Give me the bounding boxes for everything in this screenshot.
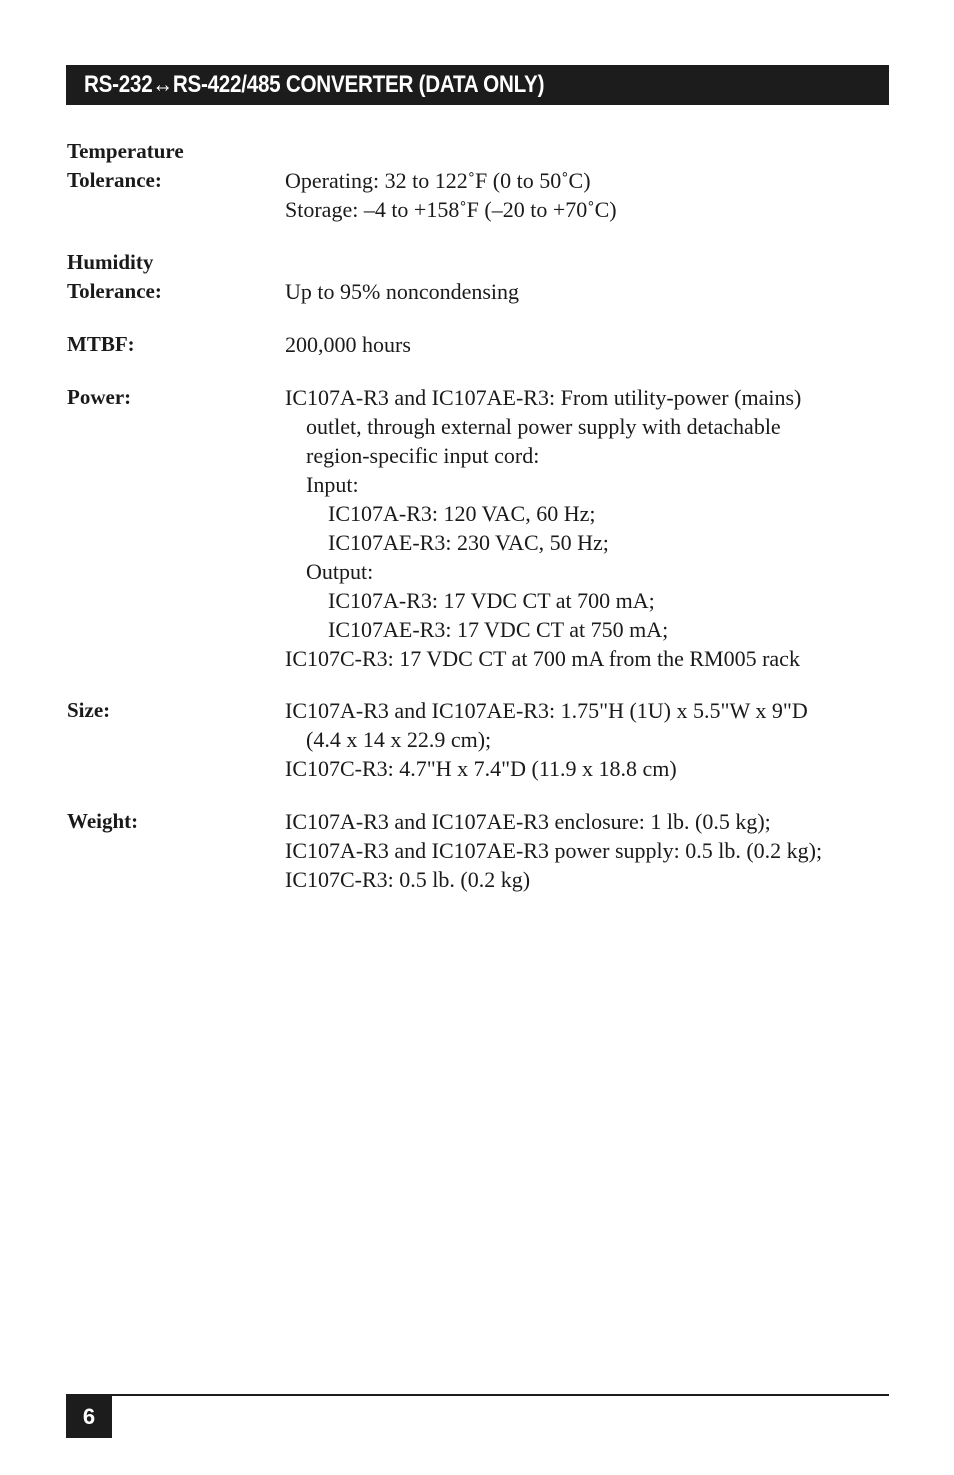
spec-label-humidity-line1: Humidity (67, 250, 154, 274)
spec-line: IC107A-R3 and IC107AE-R3 power supply: 0.5 lb. (0.2 kg); (285, 838, 823, 863)
spec-line: IC107A-R3 and IC107AE-R3 enclosure: 1 lb. (0.5 kg); (285, 809, 771, 834)
spec-line: IC107AE-R3: 230 VAC, 50 Hz; (328, 530, 609, 555)
spec-line: Input: (306, 472, 359, 497)
spec-line: region-specific input cord: (306, 443, 540, 468)
page-title: RS-232↔RS-422/485 CONVERTER (DATA ONLY) (84, 71, 545, 98)
page-number-box (66, 1396, 112, 1438)
spec-value-weight (285, 807, 822, 894)
footer-divider (66, 1394, 889, 1396)
spec-line: IC107C-R3: 17 VDC CT at 700 mA from the RM005 rack (285, 646, 800, 671)
page-number: 6 (82, 1404, 96, 1429)
spec-value-mtbf (285, 330, 411, 359)
spec-line: 200,000 hours (285, 332, 411, 357)
header-bar (66, 65, 889, 105)
spec-label-power: Power: (67, 385, 132, 409)
spec-value-temperature (285, 166, 617, 224)
spec-label-temperature-line2: Tolerance: (67, 168, 162, 192)
spec-label-weight: Weight: (67, 809, 139, 833)
spec-value-size (285, 696, 808, 783)
spec-line: outlet, through external power supply with detachable (306, 414, 781, 439)
spec-label-temperature-line1: Temperature (67, 139, 184, 163)
spec-line: IC107C-R3: 4.7"H x 7.4"D (11.9 x 18.8 cm) (285, 756, 677, 781)
spec-line: Storage: –4 to +158˚F (–20 to +70˚C) (285, 197, 617, 222)
spec-line: IC107AE-R3: 17 VDC CT at 750 mA; (328, 617, 669, 642)
spec-line: Up to 95% noncondensing (285, 279, 520, 304)
spec-label-size: Size: (67, 698, 111, 722)
spec-line: IC107C-R3: 0.5 lb. (0.2 kg) (285, 867, 531, 892)
spec-value-power (285, 383, 801, 673)
spec-line: IC107A-R3: 17 VDC CT at 700 mA; (328, 588, 655, 613)
spec-label-humidity-line2: Tolerance: (67, 279, 162, 303)
spec-line: Operating: 32 to 122˚F (0 to 50˚C) (285, 168, 591, 193)
spec-line: (4.4 x 14 x 22.9 cm); (306, 727, 492, 752)
spec-value-humidity (285, 277, 519, 306)
spec-line: Output: (306, 559, 374, 584)
spec-line: IC107A-R3 and IC107AE-R3: 1.75"H (1U) x 5.5"W x 9"D (285, 698, 808, 723)
spec-line: IC107A-R3 and IC107AE-R3: From utility-power (mains) (285, 385, 802, 410)
spec-line: IC107A-R3: 120 VAC, 60 Hz; (328, 501, 596, 526)
spec-label-mtbf: MTBF: (67, 332, 135, 356)
